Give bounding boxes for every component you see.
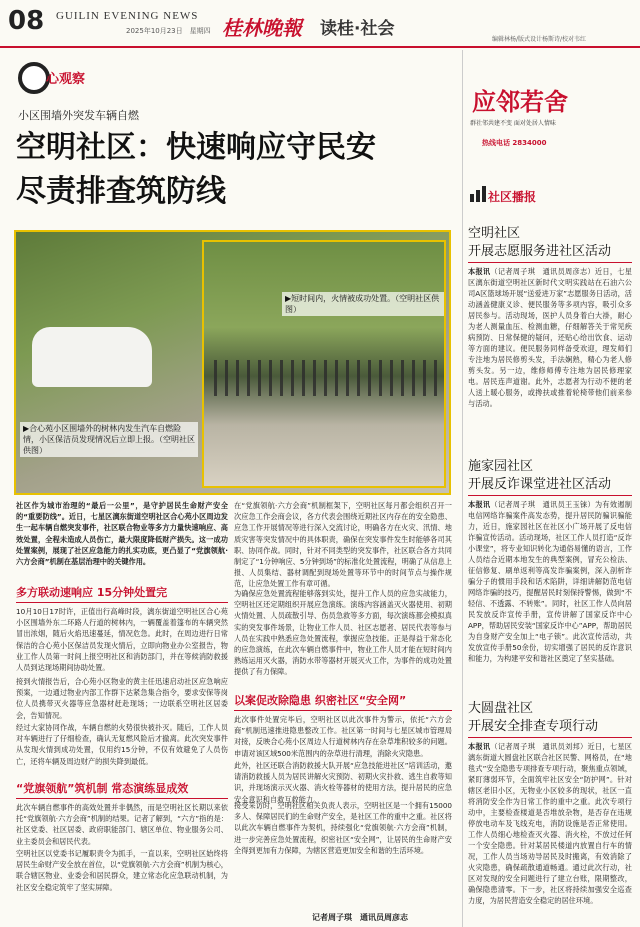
paragraph-3: 经过大家协同作战，车辆自燃的火势很快被扑灭。随后，工作人员对车辆进行了仔细检查，确认无复燃风险后才撤离。此次突发事件从发现火情到成功处置，仅用约15分钟，不仅有效避免了人员伤亡，还将车辆及周边财产的损失降到最低。 [16,723,228,766]
hotline-number: 热线电话 2834000 [482,139,547,147]
story-2-text: 为有效遏制电信网络诈骗案件高发态势，提升居民防骗识骗能力，近日，施家园社区在社区小广场开展了反电信诈骗宣传活动。活动现场，社区工作人员打造“反诈小课堂”，将专业知识转化为通俗易懂的语言，工作人员结合近期本地发生的典型案例，冒充公检法、征信修复、刷单返利等高发诈骗案例，深入剖析诈骗分子的惯用手段和话术陷阱，详细讲解防范电信网络诈骗的技巧，提醒居民时刻保持警惕，做到“不轻信、不透露、不转账”。同时，社区工作人员向居民发放反诈宣传手册，宣传讲解了国家反诈中心APP，帮助居民安装“国家反诈中心”APP，帮助居民为自身财产安全加上“电子锁”。此次宣传活动，共发放宣传手册50余份，切实增强了居民的反诈意识和能力，为构建平安和谐社区奠定了坚实基础。 [468,500,632,663]
car-shape [32,327,152,387]
headline-line-1: 空明社区：快速响应守民安 [16,130,376,165]
story-2-body [468,499,632,664]
column-slogan: 群社邻共建不变 面对处居人情味 [470,120,556,127]
story-2-byline-detail: （记者周子琪 通讯员王玉铼） [490,500,595,509]
story-3-title: 开展安全排查专项行动 [468,715,632,738]
column-name: 心观察 [46,72,86,87]
paragraph-7: 为确保应急处置流程能够落到实处，提升工作人员的应急实战能力，空明社区还定期组织开展应急演练。演练内容涵盖灭火器使用、初期火情处置、人员疏散引导、伤员急救等多方面，每次演练都会模拟真实的突发事件场景，让物业工作人员、社区志愿者、居民代表等参与人员在实践中熟悉应急处置流程，掌握应急技能。正是得益于常态化的应急演练，在此次车辆自燃事件中，物业工作人员才能在短时间内熟练运用灭火器，消防水带等器材开展灭火工作，为事件的成功处置提供了有力保障。 [234,589,452,677]
chinese-masthead: 桂林晚報 [222,16,302,40]
subhead-2: “党旗领航”筑机制 常态演练显成效 [16,780,228,799]
story-3-community: 大圆盘社区 [468,701,534,716]
story-2-byline-lead: 本报讯 [468,500,491,509]
article-lead: 社区作为城市治理的“最后一公里”，是守护居民生命财产安全的“重要防线”。近日，七星区漓东街道空明社区合心苑小区周边发生一起车辆自燃突发事件，社区联合物业等多方力量快速响应、高效处置，全程未造成人员伤亡，最大限度降低财产损失。这一成功处置案例，展现了社区应急能力的扎实功底，更凸显了“党旗领航·六方会商”机制在基层治理中的关键作用。 [16,501,228,567]
sidebar-column-name: 社区播报 [488,190,537,204]
story-3-text: 近日，七星区漓东街道大圆盘社区联合社区民警、网格员，在“地毯式”安全隐患专项排查专项行动，聚焦重点领域，紧盯薄弱环节，全面筑牢社区安全“防护网”。针对辖区老旧小区，无物业小区较多的现状，社区一直将消防安全作为日常工作的重中之重。此次专项行动中，主要检查楼道是否堆放杂物，是否存在违规停放电动车及飞线充电，消防设施是否正常使用。工作人员细心地检查灭火器、消火栓，不放过任何一个安全隐患。针对某居民楼道内放置自行车的情况，工作人员当场劝导居民及时搬离，有效消除了火灾隐患，确保疏散通道畅通。通过此次行动，社区对发现的安全问题进行了建立台账，限期整改，确保隐患清零。下一步，社区将持续加强安全巡查力度，为居民营造安全稳定的居住环境。 [468,742,632,905]
photo-caption-1: ▶合心苑小区围墙外的树林内发生汽车自燃险情，小区保洁员发现情况后立即上报。（空明社区供图） [20,422,198,457]
story-1-body [468,266,632,409]
story-1-byline-detail: （记者周子琪 通讯员周彦志） [490,267,595,276]
paragraph-5: 空明社区以党委书记履职责令为抓手，一直以来，空明社区始终将居民生命财产安全放在首位，以“党旗领航·六方会商”机制为核心，联合辖区物业、业委会和居民群众，建立常态化应急联动机制，为社区安全稳定筑牢了坚实屏障。 [16,849,228,892]
article-kicker: 小区围墙外突发车辆自燃 [18,109,139,122]
story-1-byline-lead: 本报讯 [468,267,491,276]
editor-credits: 编辑林杨/版式设计杨斯诗/校对韦红 [492,36,587,43]
paragraph-9: 此外，社区还联合消防救援大队开展“应急技能进社区”培训活动，邀请消防救援人员为居民讲解火灾预防、初期火灾扑救、逃生自救等知识，并现场演示灭火器、消火栓等器材的使用方法，提升居民的应急安全意识和自救互救能力。 [234,761,452,804]
paragraph-8: 此次事件处置完毕后，空明社区以此次事件为警示，依托“六方会商”机制迅速推进隐患整改工作。社区第一时间与七星区城市管理局对接，反映合心苑小区周边人行道树林内存在杂草堆积较多的问题。申请对该区域500米范围内的杂草进行清理，消除火灾隐患。 [234,715,452,758]
story-3-byline-lead: 本报讯 [468,742,491,751]
story-2-title: 开展反诈课堂进社区活动 [468,473,632,496]
paragraph-2: 接到火情报告后，合心苑小区物业的黄主任迅速启动社区应急响应预案，一边通过物业内部工作群下达紧急集合指令，要求安保等岗位人员携带灭火器等应急器材赶赴现场；一边联系空明社区居委会，告知情况。 [16,677,228,720]
column-logo: 应邻若舍 [472,87,568,116]
page-header [0,0,640,48]
story-1-title: 开展志愿服务进社区活动 [468,240,632,263]
story-1-community: 空明社区 [468,226,521,241]
page-number: 08 [8,6,45,36]
paragraph-1: 10月10日17时许，正值出行高峰时段，漓东街道空明社区合心苑小区围墙外东二环路人行道的树林内，一辆覆盖着篷布的车辆突然冒出浓烟，随后火焰迅速蔓延，情况危急。此时，在周边进行日常保洁的合心苑小区保洁员发现火情后，立即向物业办公室报告，物业工作人员第一时间上报空明社区和消防部门，并在等候消防救援人员到达现场期间协助处置。 [16,607,228,673]
photo-caption-2: ▶短时间内，火情被成功处置。（空明社区供图） [282,292,444,316]
fence-shape [214,360,438,396]
paragraph-10: 接受采访时，空明社区相关负责人表示，空明社区是一个拥有15000多人、保障居民们的生命财产安全，是社区工作的重中之重。社区将以此次车辆自燃事件为契机，持续强化“党旗领航·六方会商”机制，进一步完善应急处置流程，织密社区“安全网”，让居民的生命财产安全得到更加有力保障，为辖区营造更加安全和谐的生活环境。 [234,801,452,855]
english-masthead: GUILIN EVENING NEWS [56,10,199,22]
subhead-1: 多方联动速响应 15分钟处置完 [16,584,228,603]
headline-line-2: 尽责排查筑防线 [16,174,226,209]
section-name: 读桂·社会 [320,19,395,39]
story-2-community: 施家园社区 [468,459,534,474]
subhead-3: 以案促改除隐患 织密社区“安全网” [234,692,452,711]
article-photo-inset [202,240,446,488]
story-3-body [468,741,632,921]
story-3-byline-detail: （记者周子琪 通讯员刘邦） [490,742,588,751]
article-byline: 记者周子琪 通讯员周彦志 [312,913,408,922]
paragraph-6: 在“党旗领航·六方会商”机制框架下，空明社区每月都会组织召开一次应急工作会商会议，各方代表会围绕近期社区内存在的安全隐患、应急工作开展情况等进行深入交流讨论，明确各方在火灾、汛情、地质灾害等突发情况中的具体职责，确保在突发事件发生时能够各司其职、协同作战。同时，针对不同类型的突发事件，社区联合各方共同制定了“1分钟响应、5分钟到场”的标准化处置流程，明确了从信息上报、人员集结、器材调配到现场处置等环节中的时间节点与操作规范，让应急处置工作有章可循。 [234,501,452,589]
story-1-text: 近日，七星区漓东街道空明社区新时代文明实践站在石油六公司A区篮球场开展“送爱进万家”志愿服务日活动，活动涵盖健康义诊、便民服务等多项内容，吸引众多居民参与。活动现场，医护人员身着白大褂，耐心为老人测量血压、检测血糖，仔细解答关于常见疾病预防、日常保健的疑问，还贴心给出饮食、运动等方面的建议。便民服务同样备受欢迎，理发师们专注地为居民修剪头发，手法娴熟，精心为老人修剪头发。另一边，维修师傅专注地为居民修理家电。居民连声道谢。此外，志愿者为行动不便的老人送上暖心服务，或搀扶或推着轮椅带他们前来参与活动。 [468,267,632,408]
paragraph-4: 此次车辆自燃事件的高效处置并非偶然，而是空明社区长期以来依托“党旗领航·六方会商”机制的结果。记者了解到，“六方”指的是：社区党委、社区居委、政府职能部门、辖区单位、物业服务公司、业主委员会和居民代表。 [16,803,228,846]
issue-date: 2025年10月23日 星期四 [126,27,211,35]
